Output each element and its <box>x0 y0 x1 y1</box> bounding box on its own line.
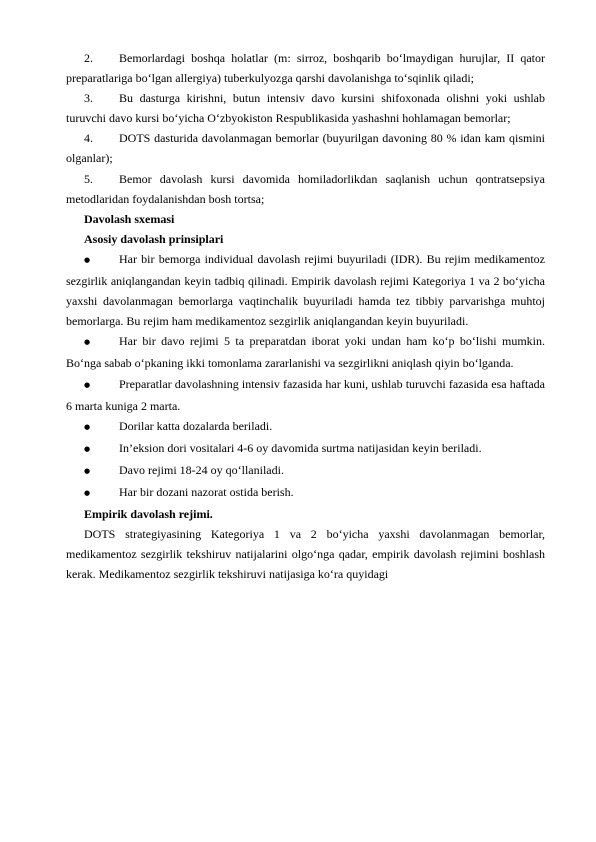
bullet-item <box>66 460 545 482</box>
bullet-icon: ● <box>84 255 91 264</box>
bullet-icon: ● <box>84 380 91 389</box>
bullet-text: In’eksion dori vositalari 4-6 oy davomida surtma natijasidan keyin beriladi. <box>119 440 482 455</box>
bullet-icon: ● <box>84 338 91 347</box>
bullet-icon: ● <box>84 422 91 431</box>
bullet-item <box>66 438 545 460</box>
subsection-heading: Asosiy davolash prinsiplari <box>84 231 224 246</box>
item-text: Bemor davolash kursi davomida homiladorlikdan saqlanish uchun qontratsepsiya metodlaridan foydalanishdan bosh tortsa; <box>66 171 545 206</box>
numbered-item-3 <box>66 88 545 128</box>
numbered-item-4 <box>66 128 545 168</box>
numbered-item-5 <box>66 169 545 209</box>
bullet-text: Har bir bemorga individual davolash rejimi buyuriladi (IDR). Bu rejim medikamentoz sezgirlik aniqlangandan keyin tadbiq qilinadi. Empirik davolash rejimi Kategoriya 1 va 2 bo‘yicha yaxshi davolanmagan bemorlarga vaqtinchalik buyuriladi hamda tez tibbiy parvarishga muhtoj bemorlarga. Bu rejim ham medikamentoz sezgirlik aniqlangandan keyin buyuriladi. <box>66 251 545 329</box>
bullet-text: Har bir dozani nazorat ostida berish. <box>119 484 294 499</box>
bullet-item <box>66 249 545 331</box>
bullet-icon: ● <box>84 488 91 497</box>
bullet-icon: ● <box>84 444 91 453</box>
item-number: 3. <box>84 91 93 106</box>
body-paragraph: DOTS strategiyasining Kategoriya 1 va 2 bo‘yicha yaxshi davolanmagan bemorlar, medikamentoz sezgirlik tekshiruv natijalarini olgo‘nga qadar, empirik davolash rejimini boshlash kerak. Medikamentoz sezgirlik tekshiruvi natijasiga ko‘ra quyidagi <box>66 527 545 582</box>
item-number: 4. <box>84 131 93 146</box>
bullet-text: Har bir davo rejimi 5 ta preparatdan iborat yoki undan ham ko‘p bo‘lishi mumkin. Bo‘nga sabab o‘pkaning ikki tomonlama zararlanishi va sezgirlikni aniqlash qiyin bo‘lganda. <box>66 334 545 371</box>
bullet-text: Davo rejimi 18-24 oy qo‘llaniladi. <box>119 462 284 477</box>
bullet-item <box>66 374 545 416</box>
bullet-item <box>66 416 545 438</box>
bullet-item <box>66 331 545 373</box>
item-text: DOTS dasturida davolanmagan bemorlar (buyurilgan davoning 80 % idan kam qismini olganlar); <box>66 131 545 166</box>
bullet-item <box>66 482 545 504</box>
item-number: 5. <box>84 171 93 186</box>
numbered-item-2 <box>66 48 545 88</box>
section-heading-empirical: Empirik davolash rejimi. <box>84 507 213 522</box>
bullet-text: Preparatlar davolashning intensiv fazasida har kuni, ushlab turuvchi fazasida esa haftada 6 marta kuniga 2 marta. <box>66 376 545 413</box>
document-page <box>66 48 545 584</box>
bullet-text: Dorilar katta dozalarda beriladi. <box>119 418 273 433</box>
section-heading: Davolash sxemasi <box>84 211 175 226</box>
bullet-icon: ● <box>84 466 91 475</box>
item-number: 2. <box>84 51 93 65</box>
item-text: Bemorlardagi boshqa holatlar (m: sirroz, boshqarib bo‘lmaydigan hurujlar, II qator preparatlariga bo‘lgan allergiya) tuberkulyozga qarshi davolanishga to‘sqinlik qiladi; <box>66 51 545 86</box>
item-text: Bu dasturga kirishni, butun intensiv davo kursini shifoxonada olishni yoki ushlab turuvchi davo kursi bo‘yicha O‘zbyokiston Respublikasida yashashni hohlamagan bemorlar; <box>66 91 545 126</box>
